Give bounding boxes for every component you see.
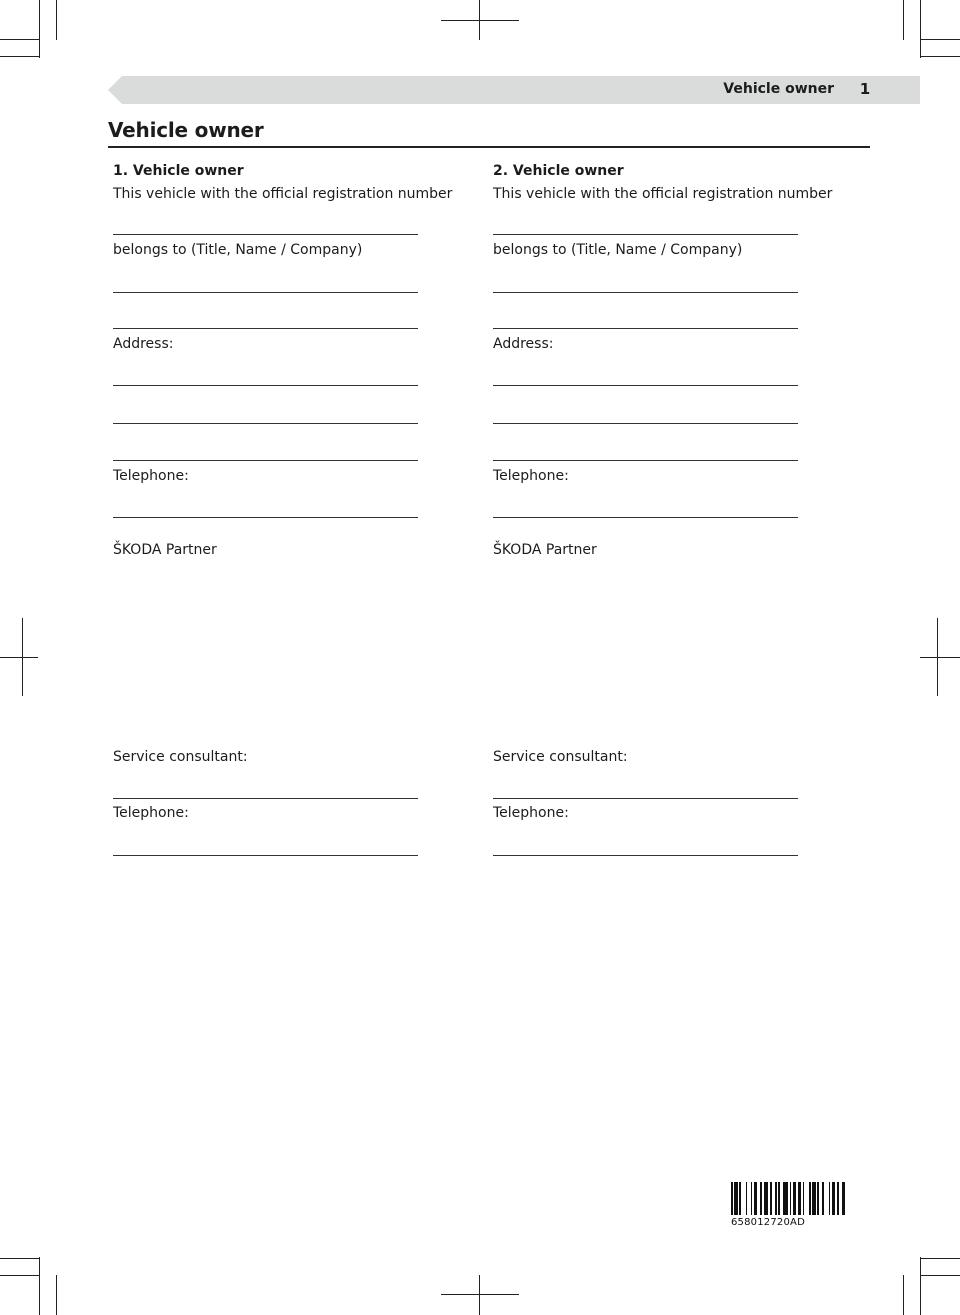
telephone-label: Telephone: <box>493 468 569 484</box>
address-label: Address: <box>113 336 174 352</box>
name-blank <box>113 292 418 293</box>
consultant-label: Service consultant: <box>113 749 248 765</box>
address-blank <box>113 460 418 461</box>
name-blank <box>113 328 418 329</box>
barcode <box>731 1182 847 1215</box>
consultant-label: Service consultant: <box>493 749 628 765</box>
address-label: Address: <box>493 336 554 352</box>
partner-label: ŠKODA Partner <box>113 542 217 558</box>
consultant-telephone-blank <box>113 855 418 856</box>
barcode-number: 658012720AD <box>731 1217 806 1228</box>
page-title: Vehicle owner <box>108 118 264 142</box>
name-blank <box>493 328 798 329</box>
consultant-telephone-label: Telephone: <box>493 805 569 821</box>
title-divider <box>108 146 870 148</box>
consultant-telephone-label: Telephone: <box>113 805 189 821</box>
address-blank <box>493 385 798 386</box>
registration-blank <box>113 234 418 235</box>
consultant-blank <box>493 798 798 799</box>
consultant-blank <box>113 798 418 799</box>
consultant-telephone-blank <box>493 855 798 856</box>
address-blank <box>493 423 798 424</box>
address-blank <box>113 385 418 386</box>
name-blank <box>493 292 798 293</box>
partner-label: ŠKODA Partner <box>493 542 597 558</box>
registration-intro: This vehicle with the official registration number <box>113 186 453 202</box>
registration-blank <box>493 234 798 235</box>
owner-heading: 1. Vehicle owner <box>113 163 244 179</box>
belongs-to-label: belongs to (Title, Name / Company) <box>493 242 743 258</box>
telephone-blank <box>113 517 418 518</box>
page-number: 1 <box>859 80 871 98</box>
header-section-title: Vehicle owner <box>723 81 834 97</box>
address-blank <box>113 423 418 424</box>
telephone-blank <box>493 517 798 518</box>
belongs-to-label: belongs to (Title, Name / Company) <box>113 242 363 258</box>
registration-intro: This vehicle with the official registration number <box>493 186 833 202</box>
telephone-label: Telephone: <box>113 468 189 484</box>
address-blank <box>493 460 798 461</box>
owner-heading: 2. Vehicle owner <box>493 163 624 179</box>
